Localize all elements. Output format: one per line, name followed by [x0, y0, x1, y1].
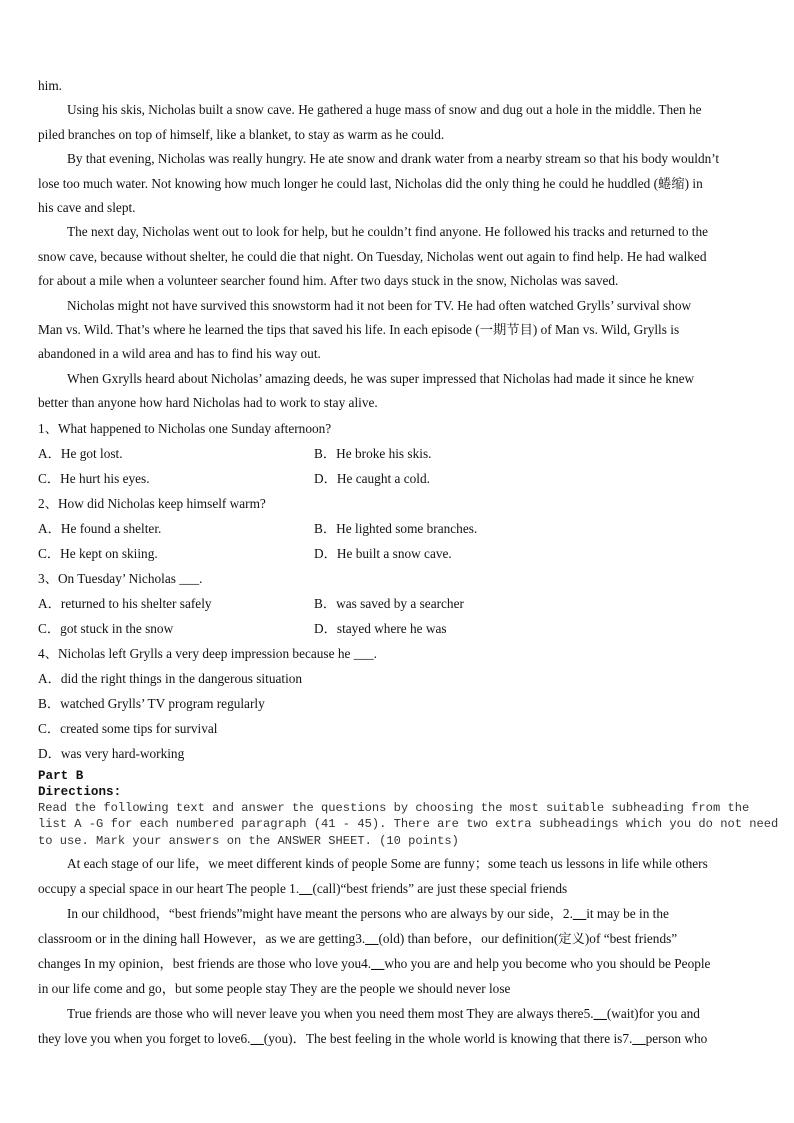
- option-a: A．did the right things in the dangerous situation: [38, 670, 303, 686]
- question-2: [38, 491, 758, 566]
- blank-7[interactable]: __: [632, 1031, 646, 1047]
- cloze-text: At each stage of our life，we meet different kinds of people Some are funny；some teach us lessons in life while others: [67, 855, 708, 871]
- question-stem: 3、On Tuesday’ Nicholas ___.: [38, 570, 203, 586]
- reading-passage: [38, 74, 758, 416]
- passage-line: The next day, Nicholas went out to look for help, but he couldn’t find anyone. He followed his tracks and returned to the: [67, 224, 709, 240]
- cloze-passage: [38, 851, 758, 1052]
- passage-line: Man vs. Wild. That’s where he learned the tips that saved his life. In each episode (一期节目) of Man vs. Wild, Grylls is: [38, 322, 680, 338]
- cloze-text: (wait)for you and: [606, 1006, 700, 1022]
- cloze-line: [38, 1026, 758, 1051]
- passage-line: his cave and slept.: [38, 200, 136, 216]
- cloze-line: [38, 1001, 758, 1026]
- blank-1[interactable]: __: [299, 880, 313, 896]
- cloze-text: they love you when you forget to love6.: [38, 1031, 251, 1047]
- cloze-text: (you)．The best feeling in the whole world is knowing that there is7.: [263, 1031, 633, 1047]
- cloze-line: [38, 926, 758, 951]
- question-stem: 4、Nicholas left Grylls a very deep impression because he ___.: [38, 645, 377, 661]
- passage-line: lose too much water. Not knowing how much longer he could last, Nicholas did the only thing he could he huddled (蜷缩) in: [38, 175, 703, 191]
- blank-4[interactable]: __: [371, 956, 385, 972]
- passage-line: By that evening, Nicholas was really hungry. He ate snow and drank water from a nearby stream so that his body wouldn’t: [67, 151, 720, 167]
- cloze-text: classroom or in the dining hall However，as we are getting3.: [38, 930, 366, 946]
- cloze-line: [38, 876, 758, 901]
- passage-line: him.: [38, 78, 63, 93]
- question-stem: 2、How did Nicholas keep himself warm?: [38, 495, 266, 511]
- cloze-text: In our childhood，“best friends”might have meant the persons who are always by our side，2.: [67, 905, 573, 921]
- question-3: [38, 566, 758, 641]
- passage-line: Using his skis, Nicholas built a snow cave. He gathered a huge mass of snow and dug out a hole in the middle. Then he: [67, 102, 702, 118]
- part-b-section: [38, 768, 779, 849]
- option-d: D．stayed where he was: [314, 620, 447, 636]
- passage-line: abandoned in a wild area and has to find his way out.: [38, 346, 321, 362]
- blank-3[interactable]: __: [365, 930, 379, 946]
- passage-line: for about a mile when a volunteer searcher found him. After two days stuck in the snow, Nicholas was saved.: [38, 273, 619, 289]
- cloze-line: [38, 851, 758, 876]
- passage-line: Nicholas might not have survived this snowstorm had it not been for TV. He had often watched Grylls’ survival show: [67, 297, 692, 313]
- option-a: A．He got lost.: [38, 445, 123, 461]
- passage-line: snow cave, because without shelter, he could die that night. On Tuesday, Nicholas went out again to find help. He had walked: [38, 248, 707, 264]
- cloze-text: occupy a special space in our heart The people 1.: [38, 880, 300, 896]
- passage-line: When Gxrylls heard about Nicholas’ amazing deeds, he was super impressed that Nicholas had made it since he knew: [67, 370, 695, 386]
- cloze-line: [38, 951, 758, 976]
- blank-5[interactable]: __: [593, 1006, 607, 1022]
- cloze-text: (call)“best friends” are just these special friends: [312, 880, 568, 896]
- cloze-text: it may be in the: [586, 905, 669, 921]
- question-4: [38, 641, 758, 766]
- option-d: D．was very hard-working: [38, 745, 185, 761]
- document-page: [38, 74, 779, 1051]
- cloze-line: [38, 976, 758, 1001]
- cloze-text: person who: [645, 1031, 708, 1047]
- option-a: A．He found a shelter.: [38, 520, 162, 536]
- blank-2[interactable]: __: [572, 905, 587, 921]
- question-stem: 1、What happened to Nicholas one Sunday afternoon?: [38, 420, 332, 436]
- option-c: C．He hurt his eyes.: [38, 470, 150, 486]
- cloze-text: changes In my opinion，best friends are those who love you4.: [38, 956, 372, 972]
- option-d: D．He caught a cold.: [314, 470, 430, 486]
- cloze-text: (old) than before，our definition(定义)of “best friends”: [378, 930, 678, 946]
- cloze-text: who you are and help you become who you should be People: [384, 956, 711, 972]
- cloze-line: [38, 901, 758, 926]
- passage-line: better than anyone how hard Nicholas had to work to stay alive.: [38, 395, 378, 411]
- directions-line: list A -G for each numbered paragraph (41 - 45). There are two extra subheadings which you do not need: [38, 817, 779, 832]
- option-b: B．was saved by a searcher: [314, 595, 464, 611]
- question-1: [38, 416, 758, 491]
- option-d: D．He built a snow cave.: [314, 545, 452, 561]
- option-a: A．returned to his shelter safely: [38, 595, 212, 611]
- directions-line: Read the following text and answer the questions by choosing the most suitable subheading from the: [38, 801, 750, 816]
- option-c: C．created some tips for survival: [38, 720, 218, 736]
- directions-label: Directions:: [38, 784, 122, 799]
- passage-line: piled branches on top of himself, like a blanket, to stay as warm as he could.: [38, 126, 445, 142]
- option-c: C．He kept on skiing.: [38, 545, 158, 561]
- directions-line: to use. Mark your answers on the ANSWER SHEET. (10 points): [38, 833, 459, 848]
- cloze-text: True friends are those who will never leave you when you need them most They are always there5.: [67, 1006, 594, 1022]
- blank-6[interactable]: __: [250, 1031, 264, 1047]
- option-b: B．He lighted some branches.: [314, 520, 478, 536]
- part-b-title: Part B: [38, 768, 84, 783]
- option-b: B．He broke his skis.: [314, 445, 432, 461]
- option-c: C．got stuck in the snow: [38, 620, 174, 636]
- cloze-text: in our life come and go，but some people stay They are the people we should never lose: [38, 981, 511, 997]
- option-b: B．watched Grylls’ TV program regularly: [38, 695, 265, 711]
